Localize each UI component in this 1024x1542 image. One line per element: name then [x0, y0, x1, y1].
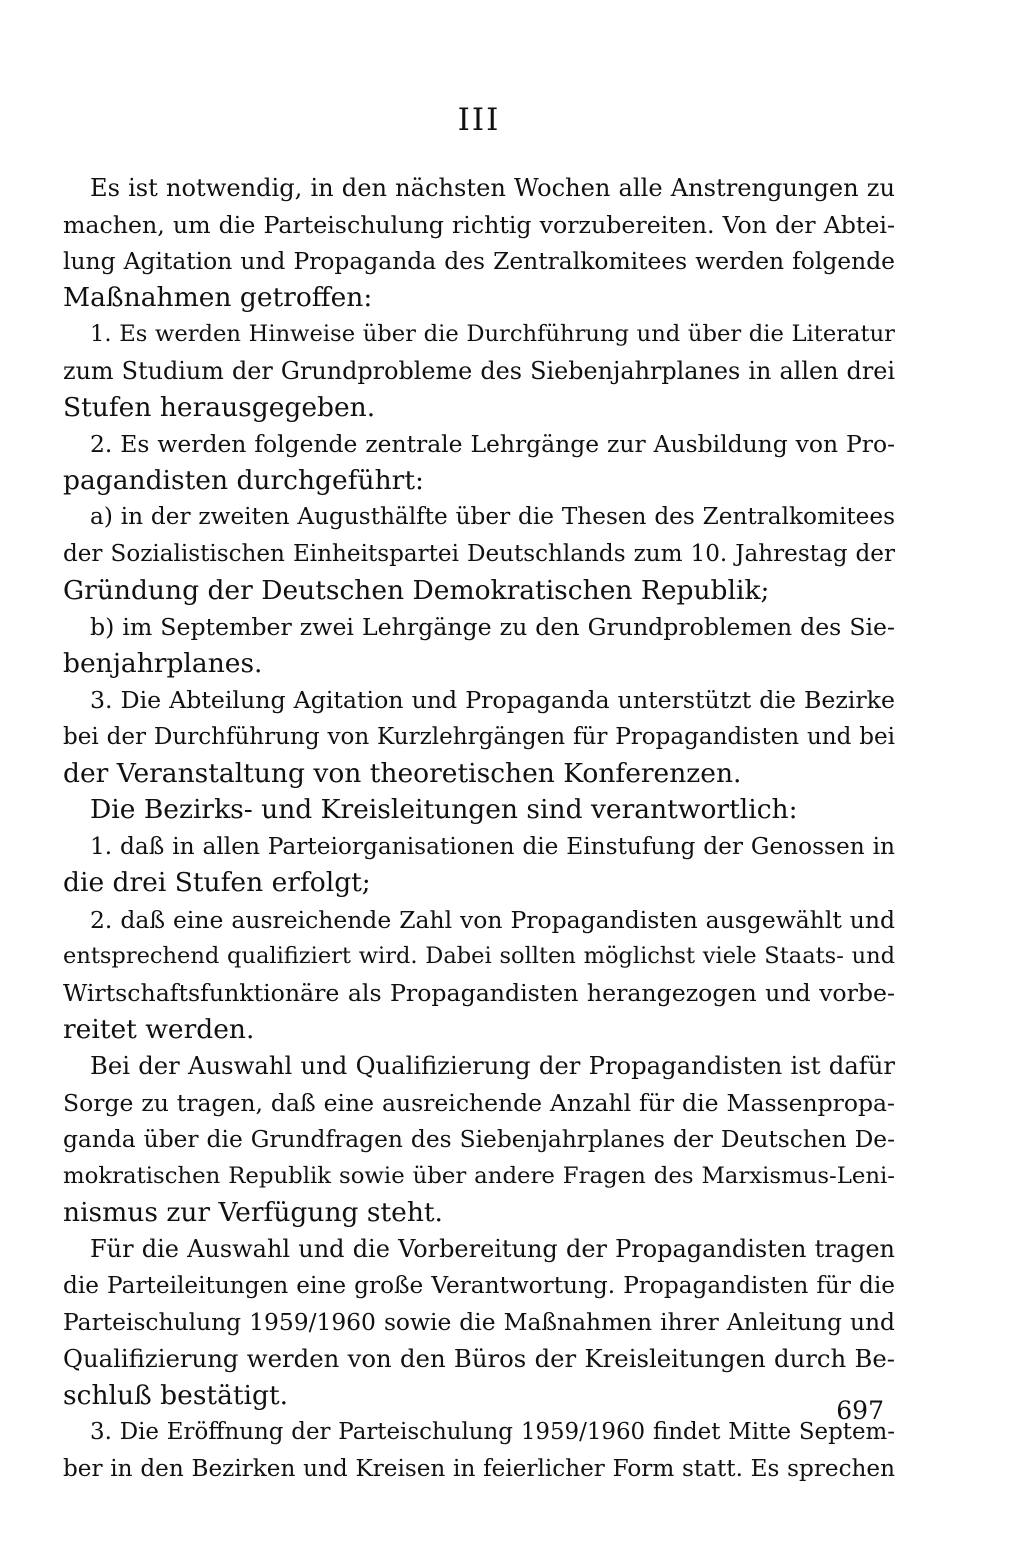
text-line: bei der Durchführung von Kurzlehrgängen für Propagandisten und bei	[63, 723, 895, 750]
paragraph	[63, 316, 895, 426]
text-line: zum Studium der Grundprobleme des Siebenjahrplanes in allen drei	[63, 356, 895, 385]
text-line: der Veranstaltung von theoretischen Konferenzen.	[63, 757, 742, 789]
paragraph	[63, 609, 895, 682]
text-line: 1. daß in allen Parteiorganisationen die Einstufung der Genossen in	[90, 832, 895, 860]
page-number: 697	[836, 1396, 884, 1425]
paragraph	[63, 792, 895, 829]
text-line: Maßnahmen getroffen:	[63, 281, 373, 313]
section-heading: III	[457, 102, 501, 138]
text-line: Die Bezirks- und Kreisleitungen sind verantwortlich:	[90, 794, 798, 826]
text-line: der Sozialistischen Einheitspartei Deutschlands zum 10. Jahrestag der	[63, 540, 895, 567]
text-line: Für die Auswahl und die Vorbereitung der Propagandisten tragen	[90, 1235, 895, 1264]
text-line: die drei Stufen erfolgt;	[63, 867, 371, 899]
text-line: nismus zur Verfügung steht.	[63, 1196, 443, 1228]
text-line: entsprechend qualifiziert wird. Dabei sollten möglichst viele Staats- und	[63, 943, 895, 970]
paragraph	[63, 902, 895, 1048]
paragraph	[63, 499, 895, 609]
text-line: lung Agitation und Propaganda des Zentralkomitees werden folgende	[63, 247, 895, 276]
text-line: Es ist notwendig, in den nächsten Wochen alle Anstrengungen zu	[90, 174, 895, 202]
text-line: Wirtschaftsfunktionäre als Propagandisten herangezogen und vorbe-	[63, 979, 895, 1008]
text-line: mokratischen Republik sowie über andere Fragen des Marxismus-Leni-	[63, 1163, 895, 1190]
text-line: Stufen herausgegeben.	[63, 391, 376, 423]
paragraph	[63, 426, 895, 499]
text-line: b) im September zwei Lehrgänge zu den Grundproblemen des Sie-	[90, 613, 895, 642]
text-line: ganda über die Grundfragen des Siebenjahrplanes der Deutschen De-	[63, 1125, 895, 1154]
text-line: pagandisten durchgeführt:	[63, 464, 424, 496]
text-line: die Parteileitungen eine große Verantwortung. Propagandisten für die	[63, 1271, 895, 1299]
text-line: 1. Es werden Hinweise über die Durchführung und über die Literatur	[90, 321, 895, 348]
text-line: Bei der Auswahl und Qualifizierung der Propagandisten ist dafür	[90, 1051, 895, 1081]
paragraph	[63, 170, 895, 316]
text-line: 2. Es werden folgende zentrale Lehrgänge zur Ausbildung von Pro-	[90, 430, 895, 459]
text-line: schluß bestätigt.	[63, 1379, 289, 1411]
text-line: 3. Die Abteilung Agitation und Propaganda unterstützt die Bezirke	[90, 686, 895, 715]
text-line: machen, um die Parteischulung richtig vorzubereiten. Von der Abtei-	[63, 210, 895, 239]
text-line: reitet werden.	[63, 1013, 255, 1045]
document-page	[63, 100, 895, 1487]
text-line: benjahrplanes.	[63, 647, 263, 679]
paragraph	[63, 829, 895, 902]
text-line: Parteischulung 1959/1960 sowie die Maßnahmen ihrer Anleitung und	[63, 1308, 895, 1337]
text-line: Gründung der Deutschen Demokratischen Republik;	[63, 574, 770, 606]
paragraph	[63, 682, 895, 792]
text-line: 3. Die Eröffnung der Parteischulung 1959/1960 findet Mitte Septem-	[90, 1419, 895, 1446]
text-line: a) in der zweiten Augusthälfte über die Thesen des Zentralkomitees	[90, 503, 895, 531]
paragraph	[63, 1048, 895, 1231]
text-line: 2. daß eine ausreichende Zahl von Propagandisten ausgewählt und	[90, 905, 895, 934]
text-line: ber in den Bezirken und Kreisen in feierlicher Form statt. Es sprechen	[63, 1455, 895, 1482]
text-line: Sorge zu tragen, daß eine ausreichende Anzahl für die Massenpropa-	[63, 1088, 895, 1117]
paragraph	[63, 1231, 895, 1414]
paragraph	[63, 1414, 895, 1487]
text-line: Qualifizierung werden von den Büros der Kreisleitungen durch Be-	[63, 1344, 895, 1373]
